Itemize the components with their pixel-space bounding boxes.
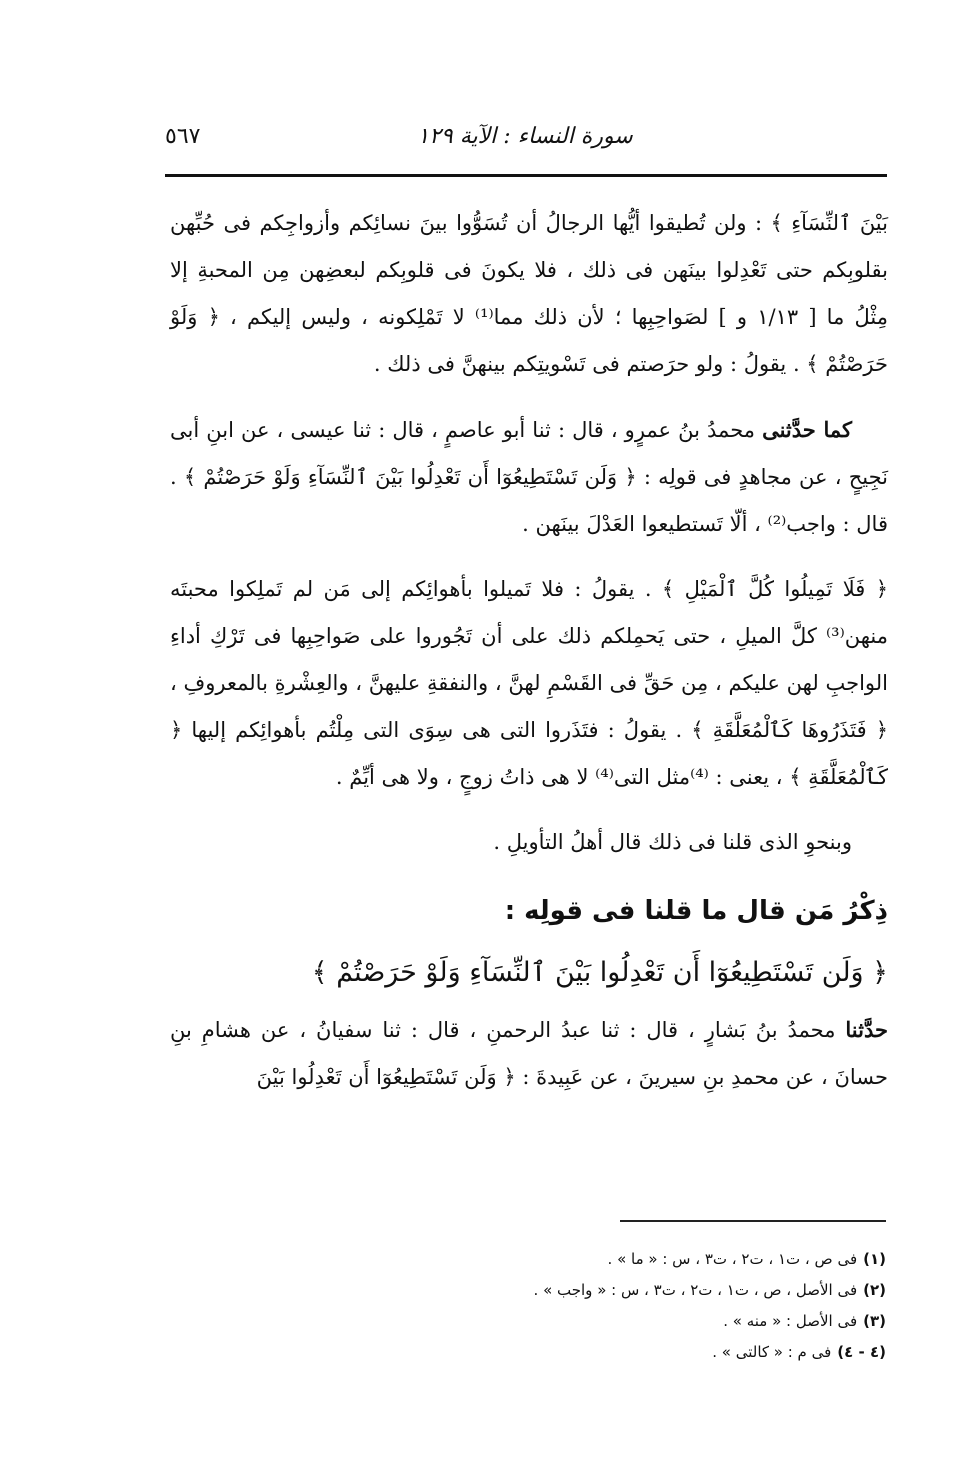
header-title: سورة النساء : الآية ١٢٩ (417, 124, 633, 149)
quran-verse-heading: ﴿ وَلَن تَسْتَطِيعُوٓا أَن تَعْدِلُوا بَيْنَ ٱلنِّسَآءِ وَلَوْ حَرَصْتُمْ ﴾ (311, 957, 888, 988)
paragraph-text: بَيْنَ ٱلنِّسَآءِ ﴾ : ولن تُطيقوا أيُّها الرجالُ أن تُسَوُّوا بينَ نسائِكم وأزواجِكم فى حُبِّهن بقلوبِكم حتى تَعْدِلوا بينَهن فى ذلك ، فلا يكونَ فى قلوبِكم لبعضِهن مِن المحبةِ إلا مِثْلُ ما [ ١/١٣ و ] لصَواحِبِها ؛ لأن ذلك مما⁽¹⁾ لا تَمْلِكونه ، وليس إليكم ، ﴿ وَلَوْ حَرَصْتُمْ ﴾ . يقولُ : ولو حرَصتم فى تَسْويتِكم بينهنَّ فى ذلك . (170, 211, 888, 376)
footnote-1 (300, 1244, 886, 1275)
paragraph-3 (170, 566, 888, 801)
footnote-text: فى الأصل : « منه » . (723, 1312, 858, 1330)
main-text (170, 200, 888, 1119)
footnotes (300, 1244, 886, 1368)
running-header (165, 118, 885, 168)
page-number: ٥٦٧ (165, 124, 201, 149)
paragraph-lead: حدَّثنا (845, 1017, 888, 1042)
paragraph-text: وبنحوِ الذى قلنا فى ذلك قال أهلُ التأويلِ . (493, 830, 852, 854)
paragraph-lead: كما حدَّثنى (762, 417, 852, 442)
footnote-number: (٤ - ٤) (837, 1343, 886, 1361)
footnote-text: فى م : « كالتى » . (712, 1343, 832, 1361)
footnote-number: (٣) (863, 1312, 886, 1330)
footnote-divider (620, 1220, 886, 1222)
footnote-number: (٢) (863, 1281, 886, 1299)
paragraph-5 (170, 1006, 888, 1101)
section-heading: ذِكْرُ مَن قال ما قلنا فى قولِه : (504, 896, 888, 926)
footnote-3 (300, 1306, 886, 1337)
paragraph-2 (170, 406, 888, 548)
paragraph-1 (170, 200, 888, 388)
paragraph-text: محمدُ بنُ عمرٍو ، قال : ثنا أبو عاصمٍ ، قال : ثنا عيسى ، عن ابنِ أبى نَجِيحٍ ، عن مجاهدٍ فى قولِه : ﴿ وَلَن تَسْتَطِيعُوٓا أَن تَعْدِلُوا بَيْنَ ٱلنِّسَآءِ وَلَوْ حَرَصْتُمْ ﴾ . قال : واجب⁽²⁾ ، ألّا تَستطيعوا العَدْلَ بينَهن . (170, 418, 888, 536)
paragraph-4 (170, 819, 888, 866)
paragraph-text: ﴿ فَلَا تَمِيلُوا كُلَّ ٱلْمَيْلِ ﴾ . يقولُ : فلا تَميلوا بأهوائِكم إلى مَن لم تَملِكوا محبتَه منهن⁽³⁾ كلَّ الميلِ ، حتى يَحمِلكم ذلك على أن تَجُوروا على صَواحِبِها فى تَرْكِ أداءِ الواجبِ لهن عليكم ، مِن حَقِّ فى القَسْمِ لهنَّ ، والنفقةِ عليهنَّ ، والعِشْرةِ بالمعروفِ ، ﴿ فَتَذَرُوهَا كَٱلْمُعَلَّقَةِ ﴾ . يقولُ : فتَذَروا التى هى سِوَى التى مِلْتُم بأهوائِكم إليها ﴿ كَٱلْمُعَلَّقَةِ ﴾ ، يعنى : ⁽⁴⁾مثل التى⁽⁴⁾ لا هى ذاتُ زوجٍ ، ولا هى أيِّمٌ . (170, 577, 888, 789)
footnote-number: (١) (863, 1250, 886, 1268)
footnote-text: فى الأصل ، ص ، ت١ ، ت٢ ، ت٣ ، س : « واجب » . (533, 1281, 858, 1299)
footnote-4 (300, 1337, 886, 1368)
paragraph-text: محمدُ بنُ بَشارٍ ، قال : ثنا عبدُ الرحمنِ ، قال : ثنا سفيانُ ، عن هشامِ بنِ حسانَ ، عن محمدِ بنِ سيرينَ ، عن عَبِيدةَ : ﴿ وَلَن تَسْتَطِيعُوٓا أَن تَعْدِلُوا بَيْنَ (170, 1018, 888, 1089)
footnote-text: فى ص ، ت١ ، ت٢ ، ت٣ ، س : « ما » . (607, 1250, 858, 1268)
header-divider (165, 174, 887, 177)
footnote-2 (300, 1275, 886, 1306)
